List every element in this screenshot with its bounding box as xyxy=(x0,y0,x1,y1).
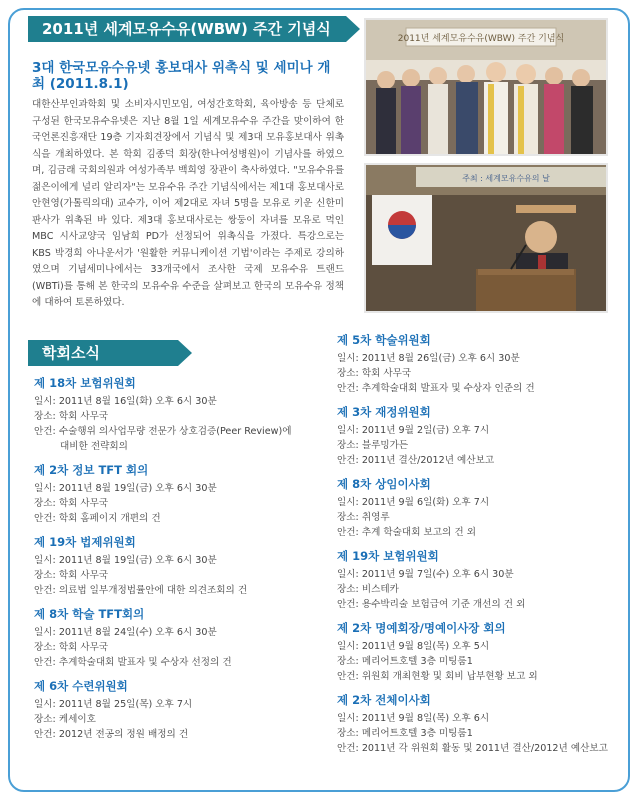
meeting-agenda: 안건: 추계학술대회 발표자 및 수상자 인준의 건 xyxy=(337,383,535,394)
meeting-place: 장소: 블루밍가든 xyxy=(337,440,409,451)
meeting-date: 일시: 2011년 8월 19일(금) 오후 6시 30분 xyxy=(34,555,217,566)
meeting-title: 제 3차 재정위원회 xyxy=(337,405,431,419)
meeting-agenda: 안건: 수술행위 의사업무량 전문가 상호검증(Peer Review)에 xyxy=(34,426,292,437)
meeting-place: 장소: 학회 사무국 xyxy=(337,368,412,379)
meetings-right-column xyxy=(337,333,612,765)
meeting-title: 제 8차 학술 TFT회의 xyxy=(34,607,145,621)
section-banner-news: 학회소식 xyxy=(28,340,178,366)
meeting-date: 일시: 2011년 9월 7일(수) 오후 6시 30분 xyxy=(337,569,514,580)
meeting-item xyxy=(34,535,309,598)
meeting-date: 일시: 2011년 8월 25일(목) 오후 7시 xyxy=(34,699,193,710)
photo1-banner-text: 2011년 세계모유수유(WBW) 주간 기념식 xyxy=(397,34,565,44)
meeting-item xyxy=(337,621,612,684)
meeting-date: 일시: 2011년 9월 8일(목) 오후 5시 xyxy=(337,641,490,652)
photo2-banner-text: 주최 : 세계모유수유의 날 xyxy=(462,174,550,183)
meeting-item xyxy=(337,549,612,612)
meeting-title: 제 5차 학술위원회 xyxy=(337,333,431,347)
meeting-title: 제 19차 법제위원회 xyxy=(34,535,136,549)
meetings-left-column xyxy=(34,376,309,751)
meeting-title: 제 2차 전체이사회 xyxy=(337,693,431,707)
meeting-agenda-cont: 대비한 전략회의 xyxy=(60,441,128,452)
meeting-agenda: 안건: 2011년 각 위원회 활동 및 2011년 결산/2012년 예산보고 xyxy=(337,743,608,754)
section-banner-wbw: 2011년 세계모유수유(WBW) 주간 기념식 xyxy=(28,16,346,42)
meeting-item xyxy=(337,405,612,468)
meeting-item xyxy=(34,607,309,670)
meeting-place: 장소: 학회 사무국 xyxy=(34,642,109,653)
meeting-place: 장소: 학회 사무국 xyxy=(34,570,109,581)
meeting-item xyxy=(337,693,612,756)
meeting-agenda: 안건: 의료법 일부개정법률안에 대한 의견조회의 건 xyxy=(34,585,248,596)
meeting-agenda: 안건: 2012년 전공의 정원 배정의 건 xyxy=(34,729,189,740)
meeting-place: 장소: 케세이호 xyxy=(34,714,96,725)
meeting-date: 일시: 2011년 9월 8일(목) 오후 6시 xyxy=(337,713,490,724)
speaker-illustration xyxy=(366,165,606,311)
meeting-date: 일시: 2011년 8월 26일(금) 오후 6시 30분 xyxy=(337,353,520,364)
meeting-title: 제 2차 정보 TFT 회의 xyxy=(34,463,149,477)
meeting-date: 일시: 2011년 9월 6일(화) 오후 7시 xyxy=(337,497,490,508)
meeting-place: 장소: 취영루 xyxy=(337,512,390,523)
meeting-place: 장소: 학회 사무국 xyxy=(34,498,109,509)
meeting-item xyxy=(34,376,309,454)
meeting-place: 장소: 비스테카 xyxy=(337,584,399,595)
meeting-item xyxy=(34,679,309,742)
meeting-agenda: 안건: 2011년 결산/2012년 예산보고 xyxy=(337,455,495,466)
meeting-agenda: 안건: 용수박리술 보험급여 기준 개선의 건 외 xyxy=(337,599,526,610)
meeting-date: 일시: 2011년 8월 24일(수) 오후 6시 30분 xyxy=(34,627,217,638)
meeting-place: 장소: 학회 사무국 xyxy=(34,411,109,422)
ceremony-group-illustration xyxy=(366,20,606,154)
meeting-agenda: 안건: 학회 홈페이지 개편의 건 xyxy=(34,513,161,524)
meeting-agenda: 안건: 추계학술대회 발표자 및 수상자 선정의 건 xyxy=(34,657,232,668)
meeting-place: 장소: 메리어트호텔 3층 미팅룸1 xyxy=(337,728,473,739)
meeting-place: 장소: 메리어트호텔 3층 미팅룸1 xyxy=(337,656,473,667)
ceremony-group-photo xyxy=(364,18,608,156)
meeting-title: 제 6차 수련위원회 xyxy=(34,679,128,693)
meeting-agenda: 안건: 위원회 개최현황 및 회비 납부현황 보고 외 xyxy=(337,671,538,682)
speaker-podium-photo xyxy=(364,163,608,313)
meeting-title: 제 19차 보험위원회 xyxy=(337,549,439,563)
meeting-date: 일시: 2011년 8월 19일(금) 오후 6시 30분 xyxy=(34,483,217,494)
meeting-item xyxy=(337,477,612,540)
meeting-title: 제 8차 상임이사회 xyxy=(337,477,431,491)
meeting-title: 제 18차 보험위원회 xyxy=(34,376,136,390)
meeting-title: 제 2차 명예회장/명예이사장 회의 xyxy=(337,621,506,635)
meeting-agenda: 안건: 추계 학술대회 보고의 건 외 xyxy=(337,527,476,538)
article-body: 대한산부인과학회 및 소비자시민모임, 여성간호학회, 육아방송 등 단체로 구성된 한국모유수유넷은 지난 8월 1일 세계모유수유 주간을 맞이하여 한국언론진흥재단 19층 기자회견장에서 기념식 및 제3대 모유홍보대사 위촉식을 개최하였다. 본 학회 김종덕 회장(한나여성병원)이 기념사를 하였으며, 김금래 국회의원과 여성가족부 백희영 장관이 축사하였다. "모유수유를 젊은이에게 널리 알리자"는 모유수유 주간 기념식에서는 제1대 홍보대사로 안현영(가톨릭의대) 교수가, 이어 제2대로 자녀 5명을 모유로 키운 신한미 판사가 위촉된 바 있다. 제3대 홍보대사로는 쌍둥이 자녀를 모유로 먹인 MBC 시사교양국 임남희 PD가 선정되어 위촉식을 가졌다. 특강으로는 KBS 박경희 아나운서가 '원활한 커뮤니케이션 기법'이라는 주제로 강의하였으며 기념세미나에서는 33개국에서 조사한 국제 모유수유 트랜드(WBTi)를 통해 본 한국의 모유수유 수준을 살펴보고 한국의 모유수유 정책에 대하여 토론하였다. xyxy=(32,99,344,308)
meeting-date: 일시: 2011년 9월 2일(금) 오후 7시 xyxy=(337,425,490,436)
article-title: 3대 한국모유수유넷 홍보대사 위촉식 및 세미나 개최 (2011.8.1) xyxy=(32,60,331,92)
meeting-item xyxy=(337,333,612,396)
meeting-item xyxy=(34,463,309,526)
meeting-date: 일시: 2011년 8월 16일(화) 오후 6시 30분 xyxy=(34,396,217,407)
